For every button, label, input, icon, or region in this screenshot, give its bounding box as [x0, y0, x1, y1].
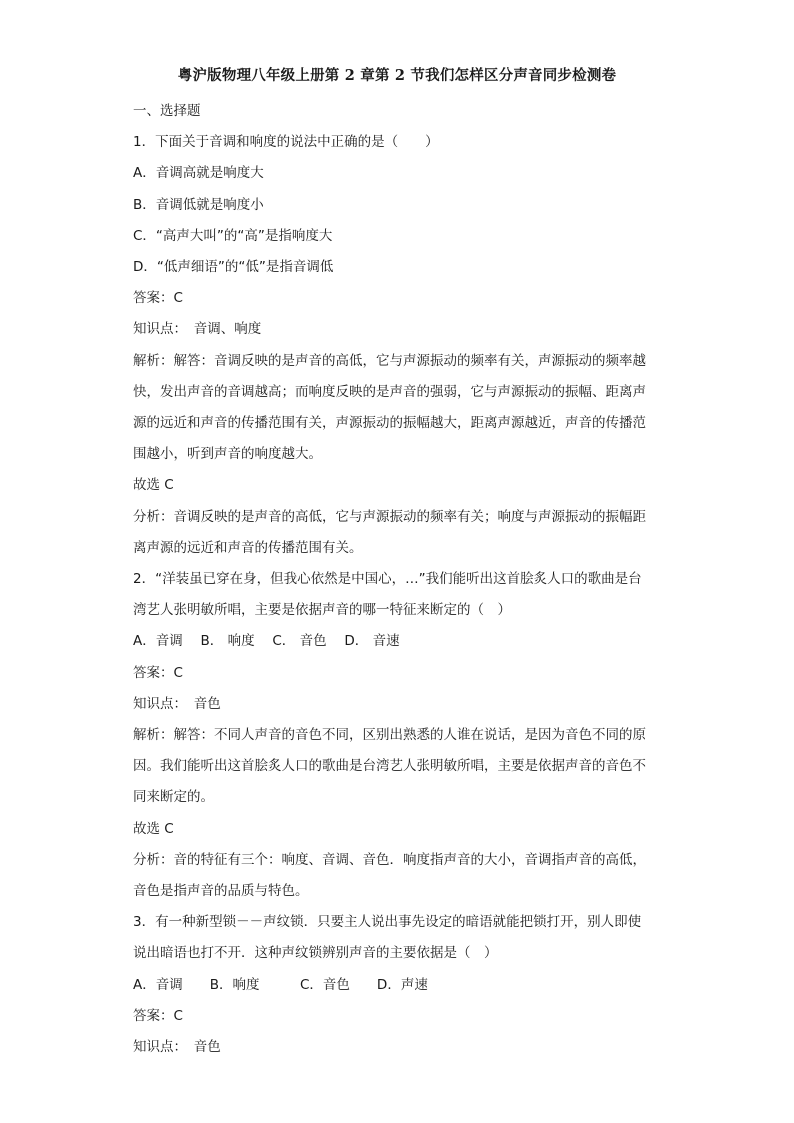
question-3 [133, 907, 663, 1063]
page-title: 粤沪版物理八年级上册第 2 章第 2 节我们怎样区分声音同步检测卷 [177, 67, 617, 84]
option-c: C．“高声大叫”的“高”是指响度大 [133, 227, 333, 244]
option-a: A．音调高就是响度大 [133, 165, 264, 182]
analysis-line: 因。我们能听出这首脍炙人口的歌曲是台湾艺人张明敏所唱，主要是依据声音的音色不 [133, 758, 646, 775]
question-stem: 2．“洋装虽已穿在身，但我心依然是中国心，…”我们能听出这首脍炙人口的歌曲是台 [133, 571, 642, 588]
question-1 [133, 127, 663, 564]
question-stem: 3．有一种新型锁－－声纹锁．只要主人说出事先设定的暗语就能把锁打开，别人即使 [133, 914, 642, 931]
fenxi-line: 分析：音调反映的是声音的高低，它与声源振动的频率有关；响度与声源振动的振幅距 [133, 508, 646, 525]
knowledge-point: 知识点： 音色 [133, 1039, 221, 1056]
fenxi-line: 音色是指声音的品质与特色。 [133, 883, 309, 900]
question-2 [133, 564, 663, 907]
fenxi-line: 分析：音的特征有三个：响度、音调、音色．响度指声音的大小，音调指声音的高低， [133, 851, 646, 868]
section-heading: 一、选择题 [133, 103, 201, 119]
options-row: A．音调 B．响度 C．音色 D．声速 [133, 976, 428, 993]
analysis-line: 快，发出声音的音调越高；而响度反映的是声音的强弱，它与声源振动的振幅、距离声 [133, 383, 646, 400]
answer: 答案：C [133, 1007, 183, 1024]
answer: 答案：C [133, 664, 183, 681]
analysis-line: 源的远近和声音的传播范围有关，声源振动的振幅越大，距离声源越近，声音的传播范 [133, 415, 646, 432]
choice: 故选 C [133, 477, 174, 494]
analysis-line: 解析：解答：不同人声音的音色不同，区别出熟悉的人谁在说话，是因为音色不同的原 [133, 727, 646, 744]
question-stem: 说出暗语也打不开．这种声纹锁辨别声音的主要依据是（ ） [133, 945, 498, 962]
analysis-line: 同来断定的。 [133, 789, 214, 806]
option-d: D．“低声细语”的“低”是指音调低 [133, 259, 334, 276]
document-body [133, 96, 663, 1063]
analysis-line: 解析：解答：音调反映的是声音的高低，它与声源振动的频率有关，声源振动的频率越 [133, 352, 646, 369]
question-stem: 1．下面关于音调和响度的说法中正确的是（ ） [133, 134, 439, 151]
choice: 故选 C [133, 820, 174, 837]
knowledge-point: 知识点： 音调、响度 [133, 321, 262, 338]
fenxi-line: 离声源的远近和声音的传播范围有关。 [133, 539, 363, 556]
knowledge-point: 知识点： 音色 [133, 695, 221, 712]
answer: 答案：C [133, 290, 183, 307]
analysis-line: 围越小，听到声音的响度越大。 [133, 446, 322, 463]
option-b: B．音调低就是响度小 [133, 196, 264, 213]
options-row: A．音调 B． 响度 C． 音色 D． 音速 [133, 633, 400, 650]
question-stem: 湾艺人张明敏所唱，主要是依据声音的哪一特征来断定的（ ） [133, 602, 511, 619]
